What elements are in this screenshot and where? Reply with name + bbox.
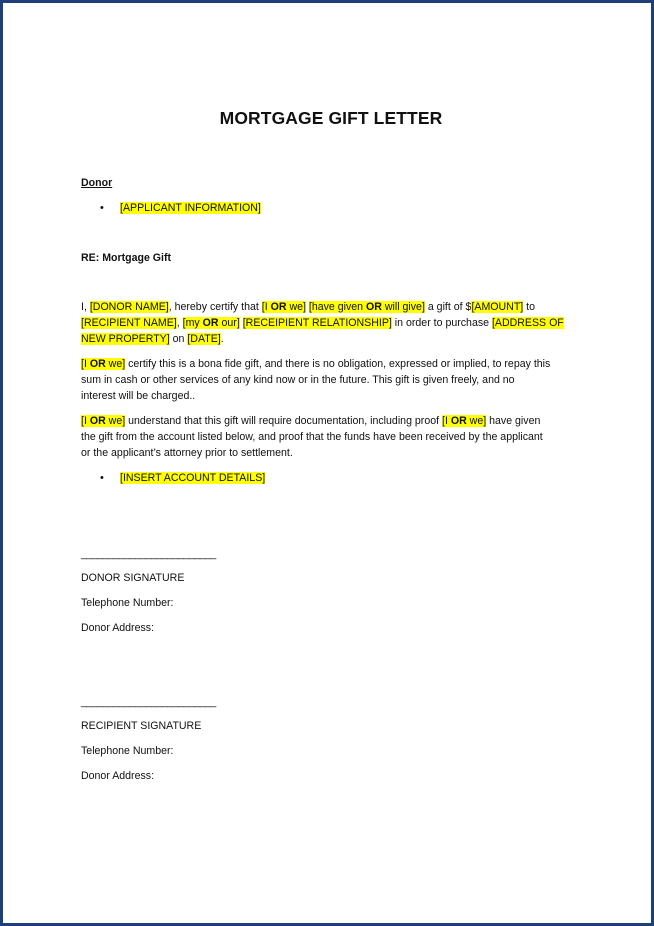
documentation-paragraph [81, 413, 581, 461]
bullet-icon: • [100, 472, 104, 484]
paragraph-line: [RECIPIENT NAME], [my OR our] [RECEIPIENT RELATIONSHIP] in order to purchase [ADDRESS OF [81, 317, 564, 329]
amount-placeholder: [AMOUNT] [471, 301, 524, 313]
recipient-signature-line: _________________________ [81, 696, 216, 708]
paragraph-line [81, 413, 581, 429]
address-placeholder-cont: NEW PROPERTY] [81, 333, 170, 345]
relationship-placeholder: [RECEIPIENT RELATIONSHIP] [242, 317, 392, 329]
donor-address-label: Donor Address: [81, 622, 155, 634]
paragraph-line: sum in cash or other services of any kind now or in the future. This gift is given freely, and no [81, 374, 515, 386]
paragraph-line: NEW PROPERTY] on [DATE]. [81, 333, 224, 345]
certification-paragraph [81, 299, 581, 347]
donor-signature-label: DONOR SIGNATURE [81, 572, 185, 584]
pronoun-placeholder: [I OR we] [81, 415, 126, 427]
account-details-placeholder: [INSERT ACCOUNT DETAILS] [120, 472, 266, 484]
paragraph-line: interest will be charged.. [81, 390, 196, 402]
text-run: , hereby certify that [168, 301, 262, 313]
address-placeholder: [ADDRESS OF [491, 317, 564, 329]
text-run: understand that this gift will require documentation, including proof [125, 415, 442, 427]
account-details-bullet [100, 470, 265, 486]
re-line: RE: Mortgage Gift [81, 252, 172, 264]
applicant-info-bullet [100, 200, 261, 216]
applicant-info-placeholder: [APPLICANT INFORMATION] [120, 202, 261, 214]
recipient-telephone-label: Telephone Number: [81, 745, 174, 757]
donor-signature-line: _________________________ [81, 548, 216, 560]
possessive-placeholder: [my OR our] [182, 317, 240, 329]
text-run: in order to purchase [391, 317, 492, 329]
recipient-address-label: Donor Address: [81, 770, 155, 782]
document-title: MORTGAGE GIFT LETTER [219, 108, 443, 128]
paragraph-line: or the applicant’s attorney prior to settlement. [81, 447, 293, 459]
paragraph-line [81, 356, 581, 372]
donor-name-placeholder: [DONOR NAME] [89, 301, 169, 313]
text-run: to [523, 301, 536, 313]
text-run: a gift of $ [424, 301, 472, 313]
recipient-signature-label: RECIPIENT SIGNATURE [81, 720, 202, 732]
gift-timing-placeholder: [have given OR will give] [308, 301, 425, 313]
donor-telephone-label: Telephone Number: [81, 597, 174, 609]
text-run: certify this is a bona fide gift, and there is no obligation, expressed or implied, to repay this [125, 358, 551, 370]
pronoun-placeholder: [I OR we] [81, 358, 126, 370]
paragraph-line: the gift from the account listed below, and proof that the funds have been received by the applicant [81, 431, 543, 443]
donor-heading: Donor [81, 177, 113, 189]
date-placeholder: [DATE] [187, 333, 221, 345]
pronoun-placeholder: [I OR we] [442, 415, 487, 427]
recipient-name-placeholder: [RECIPIENT NAME] [81, 317, 177, 329]
text-run: I, [81, 301, 90, 313]
text-run: have given [486, 415, 541, 427]
bullet-icon: • [100, 202, 104, 214]
pronoun-placeholder: [I OR we] [261, 301, 306, 313]
bona-fide-paragraph [81, 356, 581, 404]
paragraph-line [81, 299, 581, 315]
